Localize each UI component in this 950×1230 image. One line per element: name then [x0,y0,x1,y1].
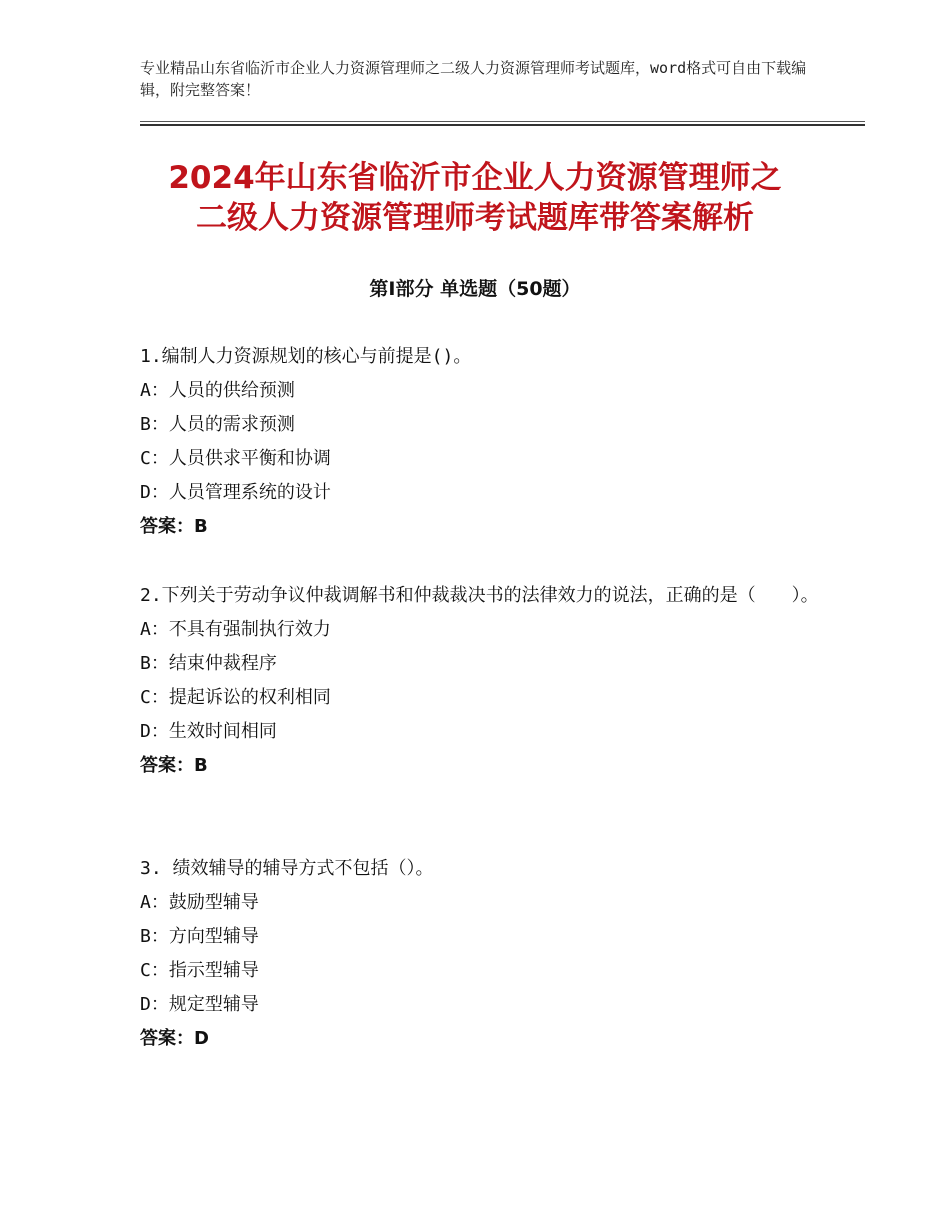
answer: 答案：D [140,1028,209,1049]
option-c: C：人员供求平衡和协调 [140,448,331,469]
option-a: A：鼓励型辅导 [140,892,259,913]
section-heading: 第Ⅰ部分 单选题（50题） [369,278,581,300]
option-a: A：不具有强制执行效力 [140,619,331,640]
option-a: A：人员的供给预测 [140,380,295,401]
question-stem: 3. 绩效辅导的辅导方式不包括（）。 [140,858,434,879]
option-d: D：规定型辅导 [140,994,259,1015]
header-divider-thick [140,124,865,126]
question-3 [140,852,820,1056]
option-c: C：指示型辅导 [140,960,259,981]
answer: 答案：B [140,516,208,537]
option-b: B：方向型辅导 [140,926,259,947]
option-b: B：结束仲裁程序 [140,653,277,674]
answer: 答案：B [140,755,208,776]
title-line-2: 二级人力资源管理师考试题库带答案解析 [196,200,754,236]
question-2 [140,579,820,783]
option-d: D：生效时间相同 [140,721,277,742]
header-divider-thin [140,121,865,122]
question-stem: 1.编制人力资源规划的核心与前提是()。 [140,346,472,367]
question-1 [140,340,820,544]
document-title [100,158,850,238]
header-note: 专业精品山东省临沂市企业人力资源管理师之二级人力资源管理师考试题库，word格式可自由下载编辑，附完整答案！ [140,59,807,99]
option-d: D：人员管理系统的设计 [140,482,331,503]
question-stem: 2.下列关于劳动争议仲裁调解书和仲裁裁决书的法律效力的说法，正确的是（ ）。 [140,585,819,606]
option-c: C：提起诉讼的权利相同 [140,687,331,708]
option-b: B：人员的需求预测 [140,414,295,435]
title-line-1: 2024年山东省临沂市企业人力资源管理师之 [168,160,782,196]
